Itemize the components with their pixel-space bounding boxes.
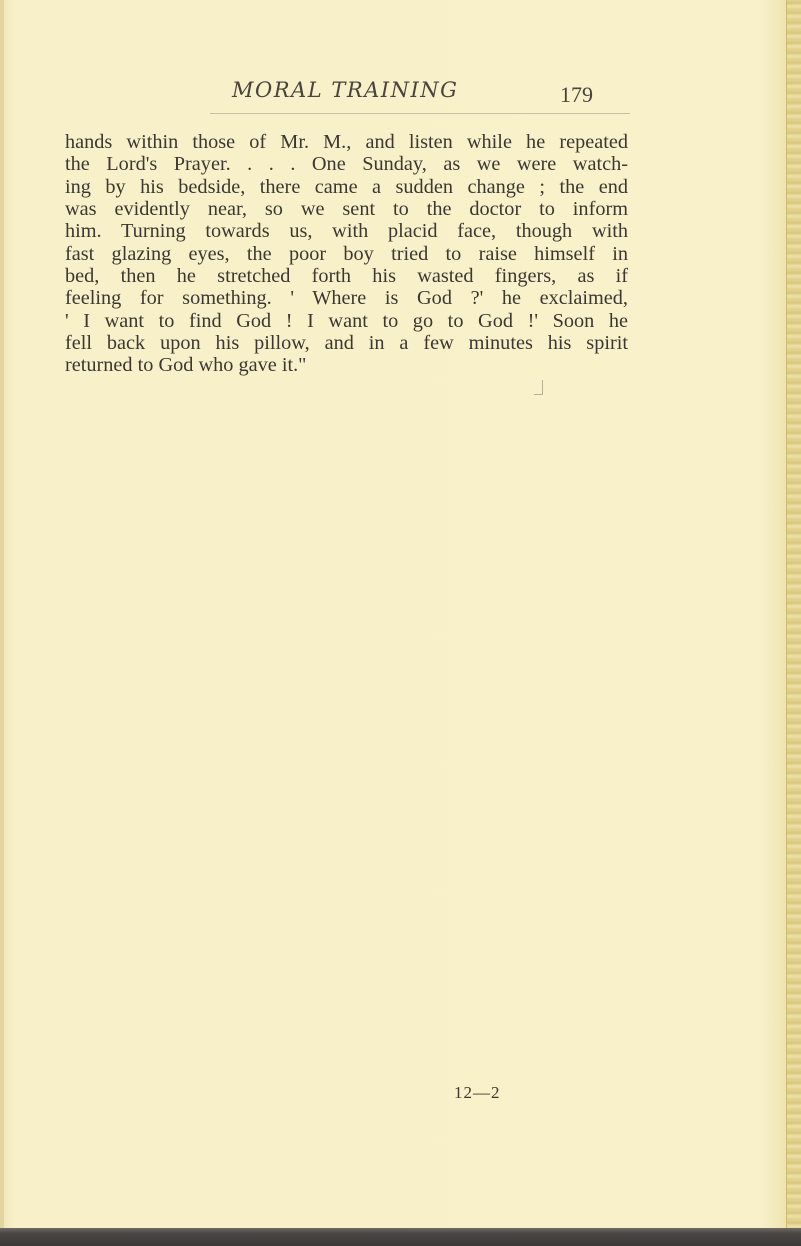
text-line: the Lord's Prayer. . . . One Sunday, as we were watch- [65, 153, 628, 176]
scan-bottom-edge [0, 1228, 801, 1246]
text-line: fell back upon his pillow, and in a few minutes his spirit [65, 332, 628, 355]
page-left-edge [0, 0, 4, 1246]
page-fore-edge [786, 0, 801, 1246]
running-title: MORAL TRAINING [232, 78, 459, 102]
header-rule [210, 113, 630, 114]
text-line: bed, then he stretched forth his wasted fingers, as if [65, 265, 628, 288]
text-line: fast glazing eyes, the poor boy tried to raise himself in [65, 242, 628, 265]
body-paragraph [65, 131, 628, 377]
text-line: feeling for something. ' Where is God ?' he exclaimed, [65, 287, 628, 310]
text-line: returned to God who gave it." [65, 354, 307, 377]
text-line: ' I want to find God ! I want to go to God !' Soon he [65, 309, 628, 332]
signature-mark: 12—2 [454, 1083, 501, 1102]
text-line: ing by his bedside, there came a sudden change ; the end [65, 175, 628, 198]
text-line: him. Turning towards us, with placid face, though with [65, 220, 628, 243]
page-number: 179 [560, 82, 593, 107]
text-line: hands within those of Mr. M., and listen while he repeated [65, 131, 628, 153]
printer-mark [534, 380, 543, 395]
text-line: was evidently near, so we sent to the doctor to inform [65, 198, 628, 221]
